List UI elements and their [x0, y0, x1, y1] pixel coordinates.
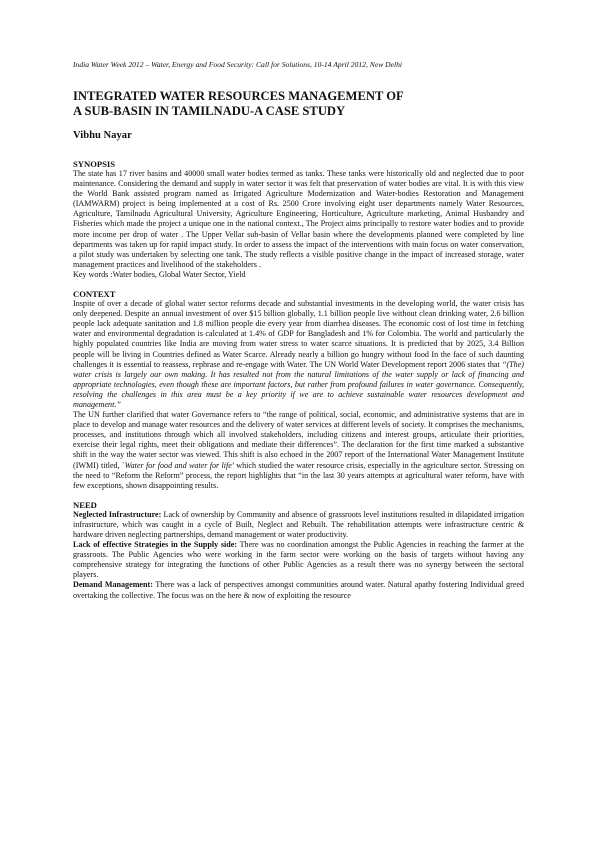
context-paragraph-2-text-b: ’ which studied the water resource crisis, especially in the agriculture sector. Stressing on the need to “Reform the Reform” process, the report highlights that “in the last 30 years attempts at agricultural water reform, have with few exceptions, shown disappointing results. [73, 460, 524, 490]
keywords-line: Key words :Water bodies, Global Water Sector, Yield [73, 269, 246, 279]
un-report-quote: “(The) water crisis is largely our own making. It has resulted not from the natural limitations of the water supply or lack of financing and appropriate technologies, even though these are important factors, but rather from profound failures in water governance. Consequently, resolving the challenges in this area must be a key priority if we are to achieve sustainable water resources development and management.” [73, 359, 524, 409]
synopsis-section [73, 159, 524, 280]
paper-page [73, 60, 524, 601]
need-item-text: Lack of ownership by Community and absence of grassroots level institutions resulted in dilapidated irrigation infrastructure, which was caught in a cycle of Built, Neglect and Rebuilt. The rehabilitation attempts were infrastructure centric & hardware driven neglecting partnerships, demand management or water productivity. [73, 509, 524, 539]
context-heading: CONTEXT [73, 289, 116, 300]
synopsis-heading: SYNOPSIS [73, 159, 116, 169]
paper-title [73, 89, 524, 119]
need-section [73, 500, 524, 601]
need-item-label: Demand Management: [73, 580, 153, 590]
need-item-label: Neglected Infrastructure: [73, 509, 162, 519]
need-item-neglected-infrastructure [73, 510, 524, 540]
synopsis-paragraph: The state has 17 river basins and 40000 small water bodies termed as tanks. These tanks were historically old and neglected due to poor maintenance. Considering the demand and supply in water sector it was felt that preservation of water bodies are vital. It is with this view the World Bank assisted program named as Irrigated Agriculture Modernization and Water-bodies Restoration and Management (IAMWARM) project is being implemented at a cost of Rs. 2500 Crore involving eight user departments namely Water Resources, Agriculture, Tamilnadu Agricultural University, Agriculture Engineering, Horticulture, Agriculture marketing, Animal Husbandry and Fisheries which made the project a unique one in the national context., The Project aims principally to restore water bodies and to provide more income per drop of water . The Upper Vellar sub-basin of Vellar basin where the developments planned were completed by line departments was taken up for rapid impact study. In order to assess the impact of the interventions with main focus on water conservation, a pilot study was undertaken by selecting one tank. The study reflects a visible positive change in the impact of increased storage, water management practices and livelihood of the stakeholders . [73, 169, 524, 269]
context-paragraph-2-text-a: The UN further clarified that water Governance refers to “the range of political, social, economic, and administrative systems that are in place to develop and manage water resources and the delivery of water services at different levels of society. It comprises the mechanisms, processes, and institutions through which all involved stakeholders, including citizens and interest groups, articulate their priorities, exercise their legal rights, meet their obligations and mediate their differences”. The declaration for the first time marked a substantive shift in the way the water sector was viewed. This shift is also echoed in the 2007 report of the International Water Management Institute (IWMI) titled, ` [73, 410, 524, 470]
author-name: Vibhu Nayar [73, 130, 132, 141]
context-paragraph-2 [73, 410, 524, 491]
need-item-text: There was a lack of perspectives amongst communities around water. Natural apathy fostering Individual greed overtaking the collective. The focus was on the here & now of exploiting the resource [73, 580, 524, 600]
context-section [73, 289, 524, 491]
need-item-demand-management [73, 580, 524, 600]
paper-title-line-1: INTEGRATED WATER RESOURCES MANAGEMENT OF [73, 89, 404, 103]
paper-title-line-2: A SUB-BASIN IN TAMILNADU-A CASE STUDY [73, 104, 346, 118]
need-item-supply-side-strategies [73, 540, 524, 580]
running-header: India Water Week 2012 – Water, Energy and Food Security: Call for Solutions, 10-14 April 2012, New Delhi [73, 60, 403, 69]
need-item-text: There was no coordination amongst the Public Agencies in reaching the farmer at the grassroots. The Public Agencies who were working in the farm sector were working on the basis of targets without having any comprehensive strategy for integrating the functions of other Public Agencies as a result there was no synergy between the sectoral players. [73, 540, 524, 580]
iwmi-report-title: Water for food and water for life [124, 460, 232, 470]
context-paragraph-1 [73, 299, 524, 410]
context-paragraph-1-text: Inspite of over a decade of global water sector reforms decade and substantial investments in the developing world, the water crisis has only deepened. Despite an annual investment of over $15 billion globally, 1.1 billion people live without clean drinking water, 2.6 billion people lack adequate sanitation and 1.8 million people die every year from diarrhea diseases. The economic cost of lost time in fetching water and environmental degradation is calculated at 1.4% of GDP for Bangladesh and 1% for Colombia. The world and particularly the highly populated countries like India are moving from water stress to water scarce situations. It is predicted that by 2025, 3.4 Billion people will be living in Countries defined as Water Scarce. Already nearly a billion go hungry without food In the face of such daunting challenges it is essential to reassess, rephrase and re-engage with Water. The UN World Water Development report 2006 states that [73, 299, 524, 369]
need-item-label: Lack of effective Strategies in the Supply side: [73, 540, 238, 550]
need-heading: NEED [73, 499, 97, 510]
